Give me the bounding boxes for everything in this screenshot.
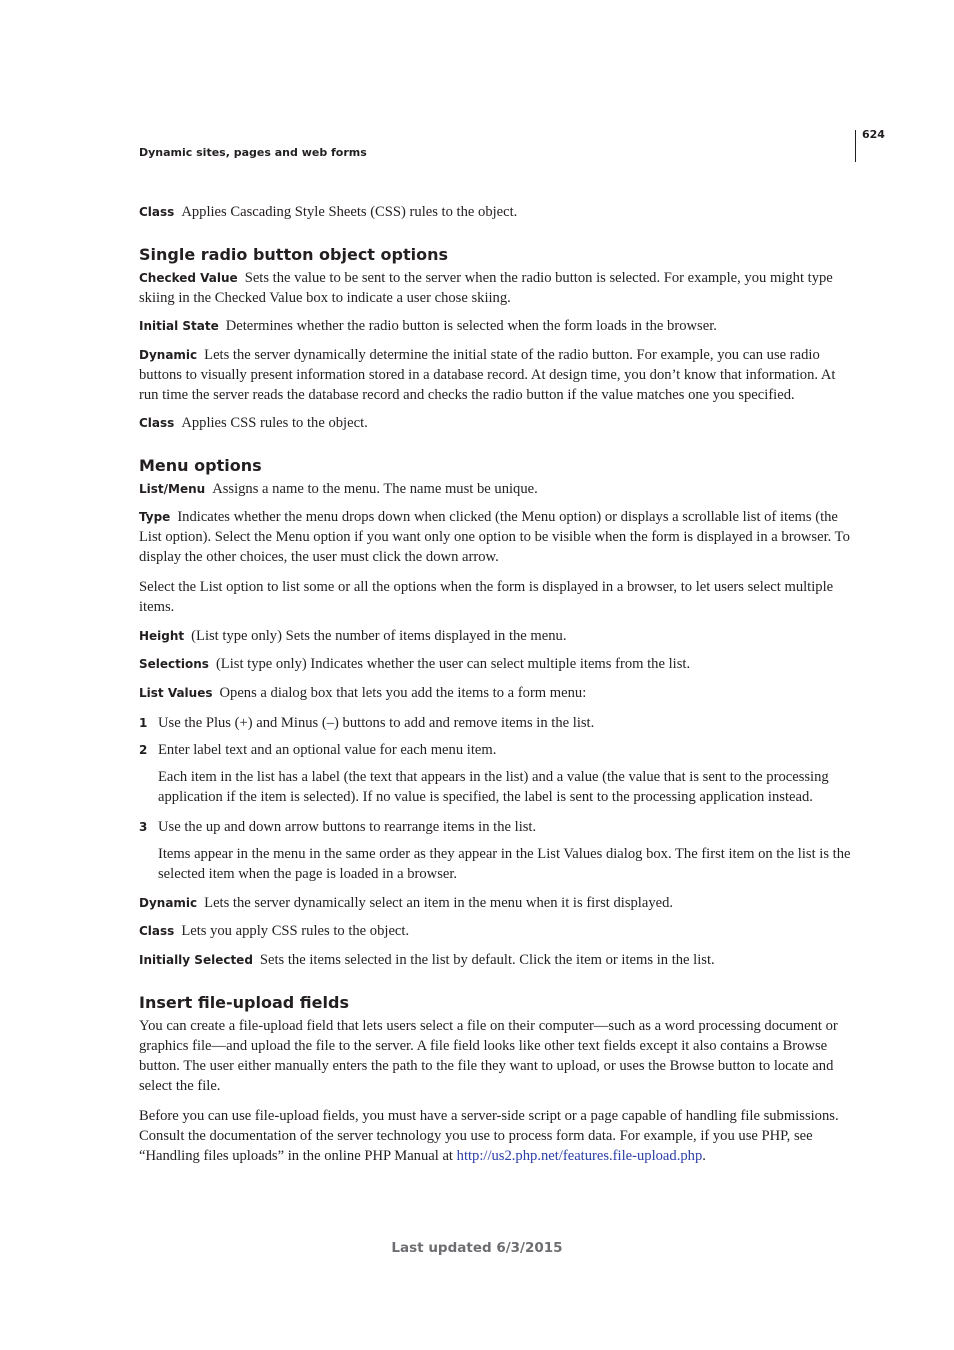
definition: Applies CSS rules to the object. — [181, 415, 368, 431]
step-note: Items appear in the menu in the same order as they appear in the List Values dialog box. The first item on the list is the selected item when the page is loaded in a browser. — [158, 846, 851, 882]
term: Class — [139, 924, 175, 938]
class-definition — [139, 921, 851, 941]
paragraph-text: Before you can use file-upload fields, you must have a server-side script or a page capable of handling file submissions. Consult the documentation of the server technology you use to process form data. For example, if you use PHP, see “Handling files uploads” in the online PHP Manual at — [139, 1108, 839, 1164]
term: Initially Selected — [139, 953, 253, 967]
upload-paragraph — [139, 1106, 851, 1166]
definition: (List type only) Sets the number of items displayed in the menu. — [191, 628, 567, 644]
term: List/Menu — [139, 482, 206, 496]
step-number: 3 — [139, 820, 148, 834]
upload-paragraph: You can create a file-upload field that lets users select a file on their computer—such as a word processing document or graphics file—and upload the file to the server. A file field looks like other text fields except it also contains a Browse button. The user either manually enters the path to the file they want to upload, or uses the Browse button to locate and select the file. — [139, 1018, 838, 1094]
list-menu-definition — [139, 479, 851, 499]
section-heading-menu: Menu options — [139, 456, 262, 475]
definition: Applies Cascading Style Sheets (CSS) rules to the object. — [181, 204, 518, 220]
page-content — [139, 200, 851, 1166]
class-definition — [139, 202, 851, 222]
list-item — [139, 740, 851, 760]
paragraph-text: . — [702, 1148, 706, 1164]
php-manual-link[interactable]: http://us2.php.net/features.file-upload.php — [456, 1148, 703, 1164]
step-text: Use the up and down arrow buttons to rearrange items in the list. — [158, 819, 537, 835]
step-number: 1 — [139, 716, 148, 730]
height-definition — [139, 626, 851, 646]
definition: Lets the server dynamically select an item in the menu when it is first displayed. — [204, 895, 674, 911]
initial-state-definition — [139, 316, 851, 336]
dynamic-definition — [139, 893, 851, 913]
term: Type — [139, 510, 171, 524]
selections-definition — [139, 654, 851, 674]
section-heading-upload: Insert file-upload fields — [139, 993, 349, 1012]
term: Checked Value — [139, 271, 238, 285]
page-number: 624 — [862, 128, 885, 141]
term: Selections — [139, 657, 209, 671]
definition: Sets the value to be sent to the server when the radio button is selected. For example, you might type skiing in the Checked Value box to indicate a user chose skiing. — [139, 270, 833, 306]
definition: Determines whether the radio button is selected when the form loads in the browser. — [225, 318, 717, 334]
running-header: Dynamic sites, pages and web forms — [139, 146, 367, 159]
term: List Values — [139, 686, 213, 700]
definition: Assigns a name to the menu. The name must be unique. — [212, 481, 538, 497]
type-extra-paragraph: Select the List option to list some or all the options when the form is displayed in a browser, to let users select multiple items. — [139, 579, 834, 615]
checked-value-definition — [139, 268, 851, 308]
footer-last-updated: Last updated 6/3/2015 — [391, 1240, 563, 1256]
header-rule — [855, 130, 856, 162]
section-heading-radio: Single radio button object options — [139, 245, 449, 264]
definition: Lets the server dynamically determine the initial state of the radio button. For example, you can use radio buttons to visually present information stored in a database record. At design time, you don’t know that information. At run time the server reads the database record and checks the radio button if the value matches one you specified. — [139, 347, 836, 403]
step-number: 2 — [139, 743, 148, 757]
list-values-definition — [139, 683, 851, 703]
term: Dynamic — [139, 348, 198, 362]
definition: Sets the items selected in the list by default. Click the item or items in the list. — [259, 952, 715, 968]
term: Height — [139, 629, 185, 643]
definition: Opens a dialog box that lets you add the items to a form menu: — [219, 685, 587, 701]
dynamic-definition — [139, 345, 851, 405]
initially-selected-definition — [139, 950, 851, 970]
definition: Lets you apply CSS rules to the object. — [181, 923, 410, 939]
term: Dynamic — [139, 896, 198, 910]
list-item — [139, 713, 851, 733]
step-note: Each item in the list has a label (the text that appears in the list) and a value (the value that is sent to the processing application if the item is selected). If no value is specified, the label is sent to the processing application instead. — [158, 769, 829, 805]
term: Class — [139, 205, 175, 219]
step-text: Use the Plus (+) and Minus (–) buttons to add and remove items in the list. — [158, 715, 595, 731]
definition: (List type only) Indicates whether the user can select multiple items from the list. — [215, 656, 691, 672]
type-definition — [139, 507, 851, 567]
step-text: Enter label text and an optional value for each menu item. — [158, 742, 497, 758]
term: Class — [139, 416, 175, 430]
list-item — [139, 817, 851, 837]
definition: Indicates whether the menu drops down when clicked (the Menu option) or displays a scrollable list of items (the List option). Select the Menu option if you want only one option to be visible when the form is displayed in a browser. To display the other choices, the user must click the down arrow. — [139, 509, 850, 565]
term: Initial State — [139, 319, 219, 333]
class-definition — [139, 413, 851, 433]
